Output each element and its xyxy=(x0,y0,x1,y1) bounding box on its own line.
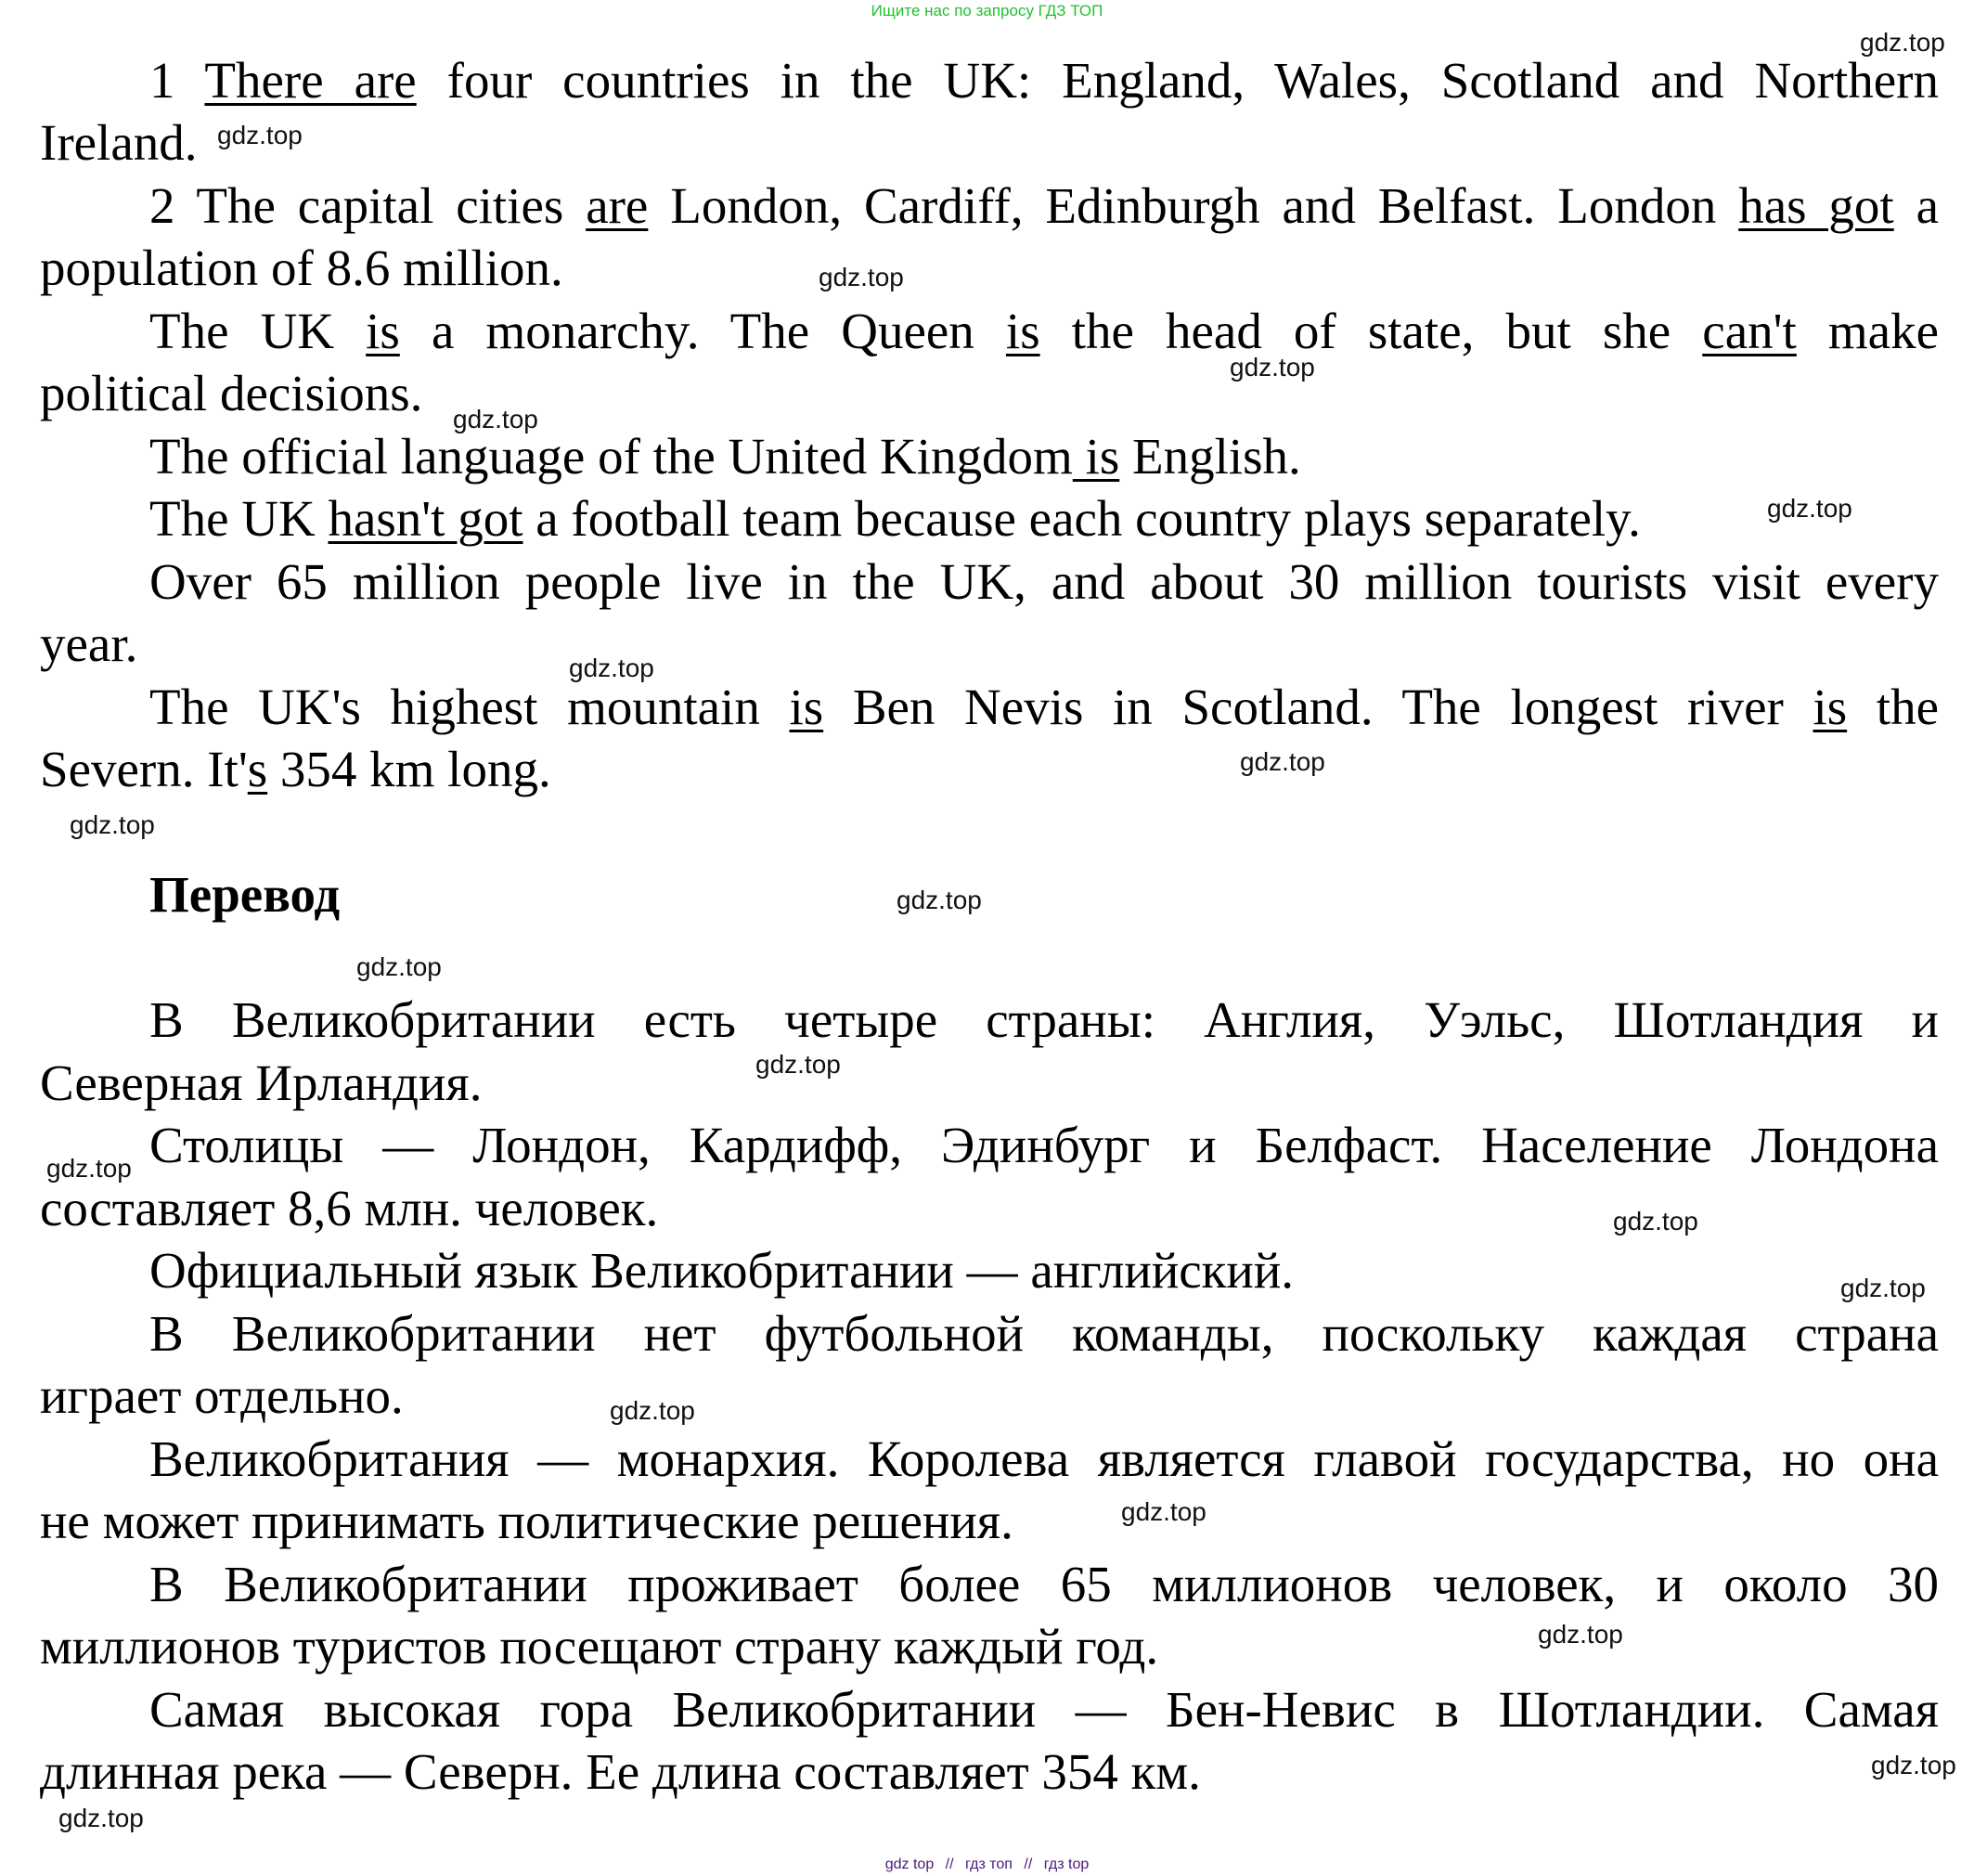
text-run: political decisions. xyxy=(40,365,423,422)
text-run: Великобритания — монархия. Королева является главой государства, но она xyxy=(149,1430,1939,1487)
footer-link[interactable]: gdz top xyxy=(884,1857,935,1872)
watermark: gdz.top xyxy=(70,810,155,839)
russian-text-line xyxy=(149,1304,1939,1367)
english-text-line xyxy=(40,113,1939,176)
watermark: gdz.top xyxy=(1613,1207,1698,1236)
underlined-phrase: is xyxy=(366,302,400,359)
russian-text-line xyxy=(40,1366,1939,1430)
underlined-phrase: is xyxy=(1813,678,1848,735)
footer-separator: // xyxy=(945,1857,954,1872)
underlined-phrase: can't xyxy=(1702,302,1797,359)
watermark: gdz.top xyxy=(58,1804,144,1832)
text-run: длинная река — Северн. Ее длина составляет 354 км. xyxy=(40,1743,1201,1801)
watermark: gdz.top xyxy=(1121,1497,1206,1526)
text-run: the xyxy=(1847,678,1939,735)
text-run: играет отдельно. xyxy=(40,1367,404,1425)
underlined-phrase: are xyxy=(586,176,649,234)
translation-heading: Перевод xyxy=(149,866,341,924)
watermark: gdz.top xyxy=(755,1050,841,1079)
english-text-line xyxy=(40,239,1939,302)
russian-text-line xyxy=(40,1054,1939,1117)
text-run: the head of state, but she xyxy=(1039,302,1703,359)
text-run: Severn. It' xyxy=(40,741,248,798)
footer-link[interactable]: гдз топ xyxy=(965,1857,1013,1872)
underlined-phrase: is xyxy=(1005,302,1040,359)
text-run: 2 The capital cities xyxy=(149,176,587,234)
underlined-phrase: There are xyxy=(204,51,417,109)
footer-separator: // xyxy=(1024,1857,1033,1872)
text-run: The UK xyxy=(149,302,367,359)
text-run: The UK xyxy=(149,490,329,548)
watermark: gdz.top xyxy=(1871,1751,1956,1779)
text-run: The official language of the United Kingdom xyxy=(149,427,1073,485)
english-text-line xyxy=(149,489,1939,552)
english-text-line xyxy=(149,176,1939,239)
watermark: gdz.top xyxy=(1240,747,1325,776)
russian-text-line xyxy=(149,1430,1939,1493)
russian-text-line xyxy=(149,1241,1939,1304)
text-run: не может принимать политические решения. xyxy=(40,1493,1013,1550)
text-run: Официальный язык Великобритании — английский. xyxy=(149,1242,1295,1300)
watermark: gdz.top xyxy=(1230,353,1315,382)
text-run: English. xyxy=(1119,427,1301,485)
search-banner: Ищите нас по запросу ГДЗ ТОП xyxy=(871,2,1103,19)
watermark: gdz.top xyxy=(46,1154,132,1183)
watermark: gdz.top xyxy=(217,121,303,149)
text-run: В Великобритании проживает более 65 миллионов человек, и около 30 xyxy=(149,1555,1939,1612)
text-run: В Великобритании нет футбольной команды, поскольку каждая страна xyxy=(149,1304,1939,1362)
text-run: 354 km long. xyxy=(267,741,551,798)
watermark: gdz.top xyxy=(453,405,538,433)
watermark: gdz.top xyxy=(569,653,654,682)
watermark: gdz.top xyxy=(897,886,982,914)
russian-text-line xyxy=(40,1617,1939,1680)
text-run: Самая высокая гора Великобритании — Бен-Невис в Шотландии. Самая xyxy=(149,1680,1939,1738)
english-text-line xyxy=(40,740,1939,803)
watermark: gdz.top xyxy=(1538,1620,1623,1649)
text-run: Ireland. xyxy=(40,114,198,172)
text-run: a xyxy=(1893,176,1939,234)
russian-text-line xyxy=(149,1555,1939,1618)
english-text-line xyxy=(149,302,1939,365)
english-text-line xyxy=(149,51,1939,114)
watermark: gdz.top xyxy=(1860,28,1945,57)
underlined-phrase: s xyxy=(247,741,268,798)
text-run: Столицы — Лондон, Кардифф, Эдинбург и Белфаст. Население Лондона xyxy=(149,1117,1939,1174)
text-run: year. xyxy=(40,615,138,673)
watermark: gdz.top xyxy=(819,263,904,291)
text-run: London, Cardiff, Edinburgh and Belfast. London xyxy=(648,176,1739,234)
text-run: В Великобритании есть четыре страны: Англия, Уэльс, Шотландия и xyxy=(149,991,1939,1049)
russian-text-line xyxy=(149,1116,1939,1179)
footer-links xyxy=(0,1857,1974,1873)
watermark: gdz.top xyxy=(1767,494,1852,523)
text-run: The UK's highest mountain xyxy=(149,678,790,735)
text-run: Северная Ирландия. xyxy=(40,1054,483,1111)
watermark: gdz.top xyxy=(610,1396,695,1425)
russian-text-line xyxy=(149,1680,1939,1743)
underlined-phrase: is xyxy=(789,678,824,735)
underlined-phrase: has got xyxy=(1738,176,1894,234)
english-text-line xyxy=(40,364,1939,427)
russian-text-line xyxy=(149,990,1939,1054)
english-text-line xyxy=(149,427,1939,490)
footer-link[interactable]: гдз top xyxy=(1043,1857,1090,1872)
text-run: составляет 8,6 млн. человек. xyxy=(40,1179,659,1236)
watermark: gdz.top xyxy=(1840,1274,1926,1302)
text-run: a monarchy. The Queen xyxy=(399,302,1006,359)
english-text-line xyxy=(149,678,1939,741)
russian-text-line xyxy=(40,1742,1939,1805)
text-run: Over 65 million people live in the UK, and about 30 million tourists visit every xyxy=(149,552,1939,610)
text-run: Ben Nevis in Scotland. The longest river xyxy=(823,678,1813,735)
english-text-line xyxy=(40,615,1939,678)
text-run: four countries in the UK: England, Wales, Scotland and Northern xyxy=(416,51,1939,109)
underlined-phrase: is xyxy=(1072,427,1120,485)
text-run: a football team because each country plays separately. xyxy=(523,490,1641,548)
underlined-phrase: hasn't got xyxy=(328,490,523,548)
english-text-line xyxy=(149,552,1939,615)
text-run: 1 xyxy=(149,51,205,109)
watermark: gdz.top xyxy=(356,952,442,981)
text-run: population of 8.6 million. xyxy=(40,239,563,297)
text-run: миллионов туристов посещают страну каждый год. xyxy=(40,1618,1159,1675)
russian-text-line xyxy=(40,1492,1939,1555)
text-run: make xyxy=(1796,302,1939,359)
